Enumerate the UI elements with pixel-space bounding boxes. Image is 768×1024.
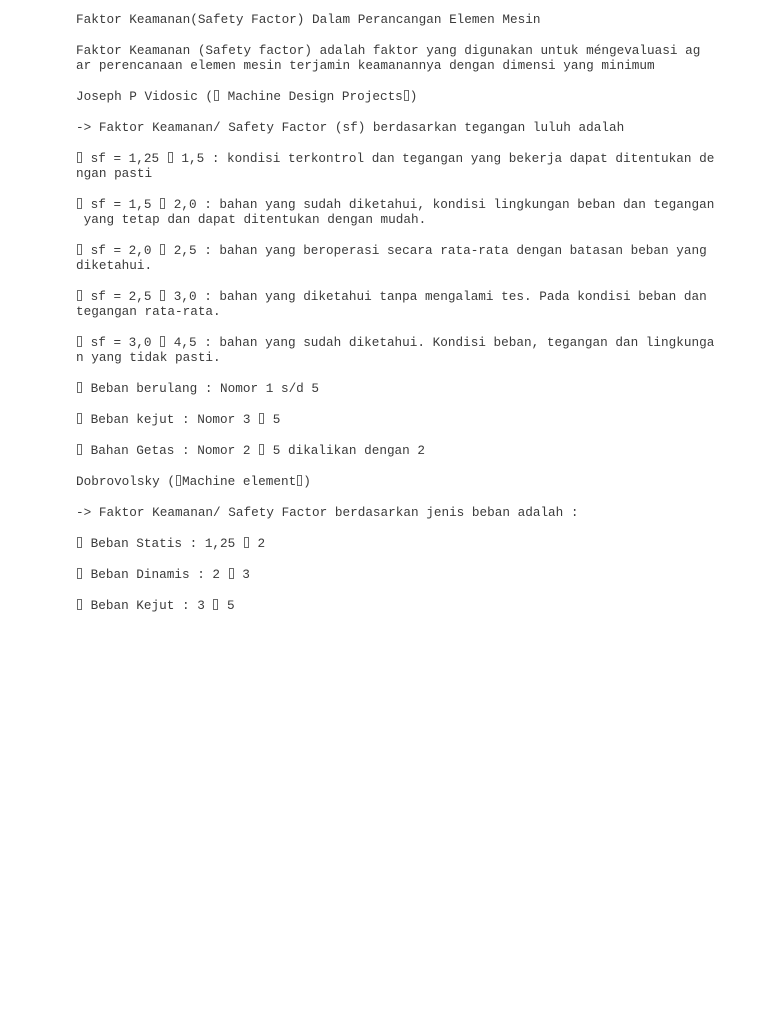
- intro-line: ar perencanaan elemen mesin terjamin keamanannya dengan dimensi yang minimum: [76, 58, 655, 73]
- missing-glyph-icon: [404, 90, 409, 101]
- load-type-text: Beban Kejut : 3: [83, 598, 213, 613]
- bullet-glyph-icon: [77, 152, 82, 163]
- sf-item: [76, 197, 716, 227]
- bullet-glyph-icon: [77, 444, 82, 455]
- bullet-glyph-icon: [77, 568, 82, 579]
- bullet-glyph-icon: [77, 290, 82, 301]
- bullet-glyph-icon: [77, 413, 82, 424]
- source-close: ): [303, 474, 311, 489]
- sf-range-start: sf = 2,5: [83, 289, 160, 304]
- heading-text: -> Faktor Keamanan/ Safety Factor berdasarkan jenis beban adalah :: [76, 505, 579, 520]
- missing-glyph-icon: [297, 475, 302, 486]
- range-glyph-icon: [259, 413, 264, 424]
- dobrovolsky-heading: [76, 505, 716, 520]
- bullet-glyph-icon: [77, 336, 82, 347]
- load-type-item: [76, 567, 716, 582]
- source-book: Machine Design Projects: [220, 89, 403, 104]
- document-page: [76, 12, 716, 629]
- load-type-item: [76, 536, 716, 551]
- range-glyph-icon: [160, 336, 165, 347]
- load-type-text: Beban Dinamis : 2: [83, 567, 228, 582]
- load-type-end: 5: [219, 598, 235, 613]
- source-author: Joseph P Vidosic (: [76, 89, 214, 104]
- sf-description-cont: diketahui.: [76, 258, 153, 273]
- vidosic-source: [76, 89, 716, 104]
- sf-item: [76, 151, 716, 181]
- load-note-end: 5: [265, 412, 281, 427]
- load-type-item: [76, 598, 716, 613]
- sf-range-start: sf = 3,0: [83, 335, 160, 350]
- range-glyph-icon: [213, 599, 218, 610]
- sf-item: [76, 289, 716, 319]
- sf-description-cont: n yang tidak pasti.: [76, 350, 221, 365]
- range-glyph-icon: [160, 198, 165, 209]
- sf-description-cont: yang tetap dan dapat ditentukan dengan mudah.: [76, 212, 427, 227]
- load-note-text: Bahan Getas : Nomor 2: [83, 443, 259, 458]
- intro-paragraph: [76, 43, 716, 73]
- source-book: Machine element: [181, 474, 297, 489]
- load-note-text: Beban kejut : Nomor 3: [83, 412, 259, 427]
- intro-line: Faktor Keamanan (Safety factor) adalah faktor yang digunakan untuk méngevaluasi ag: [76, 43, 701, 58]
- load-note: [76, 443, 716, 458]
- load-note: [76, 381, 716, 396]
- bullet-glyph-icon: [77, 198, 82, 209]
- range-glyph-icon: [160, 244, 165, 255]
- source-close: ): [409, 89, 418, 104]
- sf-description: 1,5 : kondisi terkontrol dan tegangan yang bekerja dapat ditentukan de: [173, 151, 715, 166]
- sf-item: [76, 335, 716, 365]
- heading-text: -> Faktor Keamanan/ Safety Factor (sf) berdasarkan tegangan luluh adalah: [76, 120, 625, 135]
- bullet-glyph-icon: [77, 244, 82, 255]
- load-note-text: Beban berulang : Nomor 1 s/d 5: [83, 381, 320, 396]
- vidosic-heading: [76, 120, 716, 135]
- sf-range-start: sf = 1,5: [83, 197, 160, 212]
- load-type-end: 2: [249, 536, 266, 551]
- range-glyph-icon: [168, 152, 173, 163]
- range-glyph-icon: [259, 444, 264, 455]
- range-glyph-icon: [229, 568, 234, 579]
- sf-range-start: sf = 1,25: [83, 151, 167, 166]
- sf-description: 2,5 : bahan yang beroperasi secara rata-rata dengan batasan beban yang: [166, 243, 707, 258]
- sf-description-cont: tegangan rata-rata.: [76, 304, 221, 319]
- missing-glyph-icon: [214, 90, 219, 101]
- bullet-glyph-icon: [77, 382, 82, 393]
- bullet-glyph-icon: [77, 599, 82, 610]
- document-title: [76, 12, 716, 27]
- sf-item: [76, 243, 716, 273]
- load-note: [76, 412, 716, 427]
- sf-description: 4,5 : bahan yang sudah diketahui. Kondisi beban, tegangan dan lingkunga: [166, 335, 715, 350]
- source-line: [76, 89, 716, 104]
- load-type-end: 3: [234, 567, 250, 582]
- missing-glyph-icon: [176, 475, 181, 486]
- range-glyph-icon: [244, 537, 249, 548]
- bullet-glyph-icon: [77, 537, 82, 548]
- sf-range-start: sf = 2,0: [83, 243, 160, 258]
- load-note-end: 5 dikalikan dengan 2: [265, 443, 426, 458]
- sf-description-cont: ngan pasti: [76, 166, 153, 181]
- sf-description: 3,0 : bahan yang diketahui tanpa mengalami tes. Pada kondisi beban dan: [166, 289, 707, 304]
- title-text: Faktor Keamanan(Safety Factor) Dalam Perancangan Elemen Mesin: [76, 12, 541, 27]
- sf-description: 2,0 : bahan yang sudah diketahui, kondisi lingkungan beban dan tegangan: [166, 197, 715, 212]
- range-glyph-icon: [160, 290, 165, 301]
- dobrovolsky-source: [76, 474, 716, 489]
- source-author: Dobrovolsky (: [76, 474, 175, 489]
- load-type-text: Beban Statis : 1,25: [83, 536, 243, 551]
